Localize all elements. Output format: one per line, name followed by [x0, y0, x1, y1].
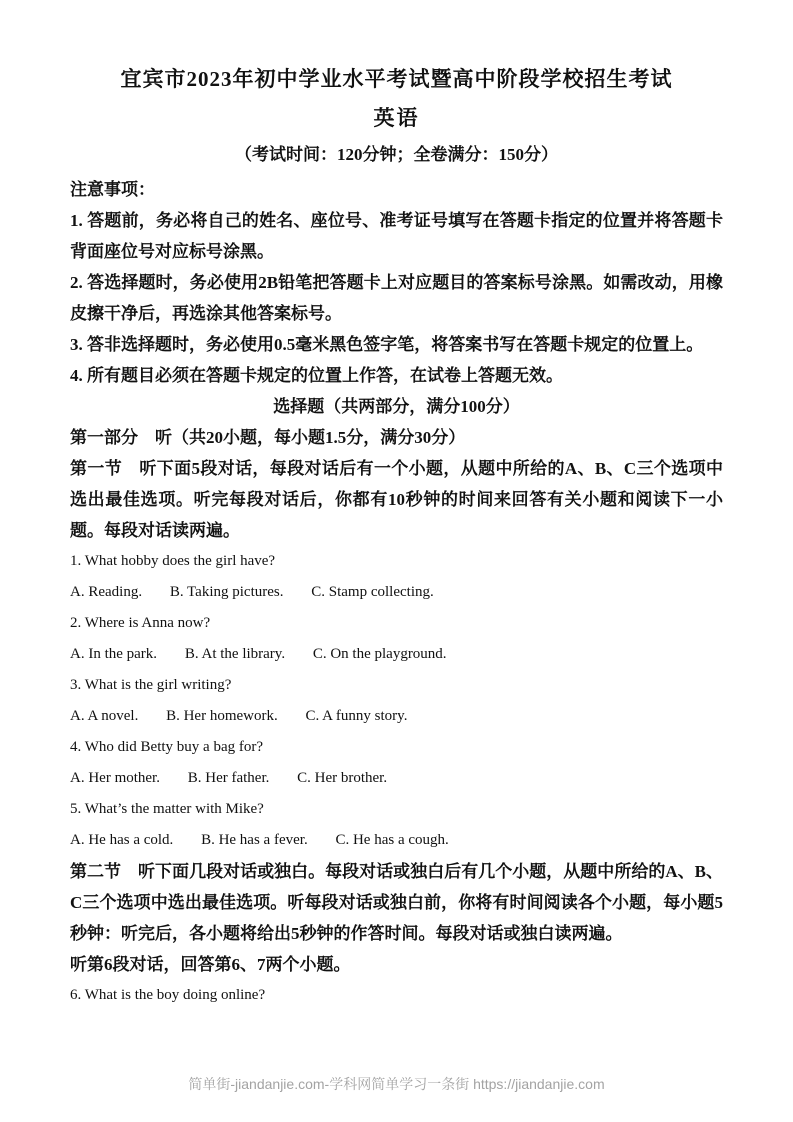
question-4-option-a: A. Her mother. [70, 770, 160, 786]
question-2-text: 2. Where is Anna now? [70, 615, 211, 631]
notice-heading: 注意事项： [70, 180, 155, 199]
question-3-options [70, 701, 723, 732]
question-4-option-b: B. Her father. [187, 770, 270, 786]
question-5-options [70, 825, 723, 856]
question-1-option-c: C. Stamp collecting. [311, 584, 434, 600]
question-5-text: 5. What’s the matter with Mike? [70, 801, 264, 817]
question-2-option-a: A. In the park. [70, 646, 158, 662]
question-1-options [70, 577, 723, 608]
section1-instructions: 第一节 听下面5段对话，每段对话后有一个小题，从题中所给的A、B、C三个选项中选出最佳选项。听完每段对话后，你都有10秒钟的时间来回答有关小题和阅读下一小题。每段对话读两遍。 [70, 459, 723, 540]
question-3-option-b: B. Her homework. [166, 708, 278, 724]
question-5-option-a: A. He has a cold. [70, 832, 174, 848]
watermark-footer: 简单街-jiandanjie.com-学科网简单学习一条街 https://jiandanjie.com [188, 1076, 605, 1092]
exam-title: 宜宾市2023年初中学业水平考试暨高中阶段学校招生考试 [120, 67, 673, 91]
question-4-option-c: C. Her brother. [297, 770, 388, 786]
question-3-text: 3. What is the girl writing? [70, 677, 232, 693]
notice-item-2: 2. 答选择题时，务必使用2B铅笔把答题卡上对应题目的答案标号涂黑。如需改动，用橡皮擦干净后，再选涂其他答案标号。 [70, 273, 723, 323]
question-3-option-c: C. A funny story. [305, 708, 408, 724]
question-2-option-b: B. At the library. [184, 646, 286, 662]
question-5-option-c: C. He has a cough. [335, 832, 449, 848]
question-6-text: 6. What is the boy doing online? [70, 987, 266, 1003]
dialog6-prompt: 听第6段对话，回答第6、7两个小题。 [70, 955, 351, 974]
part1-title: 第一部分 听（共20小题，每小题1.5分，满分30分） [70, 428, 466, 447]
exam-subject: 英语 [373, 106, 420, 130]
notice-item-3: 3. 答非选择题时，务必使用0.5毫米黑色签字笔，将答案书写在答题卡规定的位置上。 [70, 335, 704, 354]
question-2-options [70, 639, 723, 670]
question-1-text: 1. What hobby does the girl have? [70, 553, 276, 569]
notice-item-4: 4. 所有题目必须在答题卡规定的位置上作答，在试卷上答题无效。 [70, 366, 563, 385]
question-4-text: 4. Who did Betty buy a bag for? [70, 739, 264, 755]
section2-instructions: 第二节 听下面几段对话或独白。每段对话或独白后有几个小题，从题中所给的A、B、C三个选项中选出最佳选项。听每段对话或独白前，你将有时间阅读各个小题，每小题5秒钟：听完后，各小题将给出5秒钟的作答时间。每段对话或独白读两遍。 [70, 862, 723, 943]
question-5-option-b: B. He has a fever. [201, 832, 308, 848]
exam-info-line: （考试时间：120分钟；全卷满分：150分） [235, 145, 558, 164]
question-1-option-a: A. Reading. [70, 584, 143, 600]
choice-section-title: 选择题（共两部分，满分100分） [273, 397, 520, 416]
question-3-option-a: A. A novel. [70, 708, 139, 724]
notice-item-1: 1. 答题前，务必将自己的姓名、座位号、准考证号填写在答题卡指定的位置并将答题卡背面座位号对应标号涂黑。 [70, 211, 723, 261]
question-1-option-b: B. Taking pictures. [169, 584, 284, 600]
question-2-option-c: C. On the playground. [312, 646, 447, 662]
question-4-options [70, 763, 723, 794]
